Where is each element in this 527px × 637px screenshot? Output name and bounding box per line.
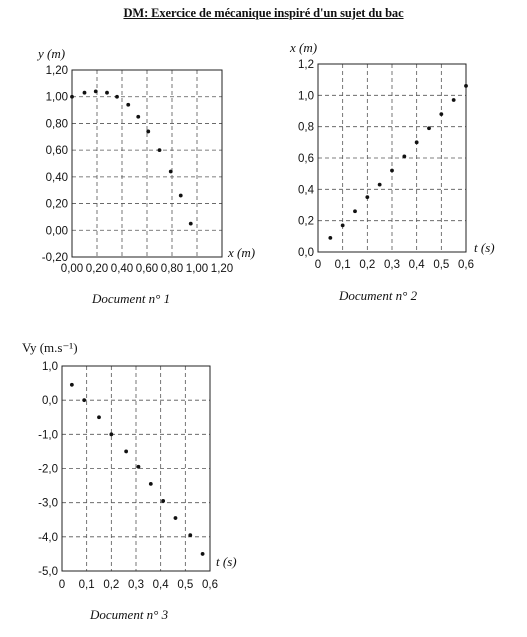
data-point	[82, 398, 86, 402]
x-tick-label: 0,6	[202, 579, 218, 591]
y-tick-label: 0,60	[45, 145, 68, 158]
page-title: DM: Exercice de mécanique inspiré d'un sujet du bac	[123, 6, 404, 20]
x-axis-label: x (m)	[228, 245, 256, 260]
x-tick-label: 0,00	[60, 263, 84, 275]
x-tick-label: 0,3	[384, 259, 400, 271]
y-tick-label: 0,0	[298, 247, 314, 259]
y-tick-label: 0,6	[298, 153, 314, 165]
data-point	[174, 516, 178, 520]
data-point	[97, 415, 101, 419]
data-point	[109, 432, 113, 436]
data-point	[137, 465, 141, 469]
y-tick-label: 0,0	[42, 395, 58, 408]
y-tick-label: -0,20	[41, 252, 68, 264]
x-tick-label: 0,20	[85, 263, 109, 275]
y-tick-label: 1,2	[298, 59, 314, 71]
x-tick-label: 0,4	[152, 579, 169, 591]
x-tick-label: 0	[314, 259, 322, 271]
y-tick-label: 1,00	[45, 91, 68, 104]
x-axis-label: t (s)	[216, 554, 237, 569]
y-axis-label: x (m)	[290, 40, 318, 55]
y-tick-label: -4,0	[38, 531, 58, 544]
caption-document-1: Document n° 1	[92, 291, 171, 306]
x-tick-label: 0,1	[334, 259, 351, 271]
caption-document-2: Document n° 2	[339, 288, 418, 303]
y-tick-label: -5,0	[38, 566, 58, 578]
y-tick-label: 0,20	[45, 198, 68, 211]
data-point	[70, 383, 74, 387]
y-tick-label: 0,8	[298, 121, 314, 134]
data-point	[149, 482, 153, 486]
data-point	[124, 450, 128, 454]
y-tick-label: 1,20	[45, 65, 68, 77]
x-tick-label: 0,5	[177, 579, 194, 591]
y-axis-label: y (m)	[38, 46, 66, 61]
x-axis-label: t (s)	[474, 240, 495, 255]
y-tick-label: 0,40	[45, 171, 68, 184]
y-tick-label: 1,0	[42, 361, 58, 373]
y-tick-label: 0,4	[298, 184, 314, 197]
y-tick-label: 1,0	[298, 90, 314, 103]
y-tick-label: 0,2	[298, 215, 314, 228]
x-tick-label: 0	[58, 579, 66, 591]
x-tick-label: 0,1	[78, 579, 95, 591]
x-tick-label: 0,2	[103, 579, 120, 591]
y-tick-label: -2,0	[38, 463, 58, 476]
y-axis-label: Vy (m.s⁻¹)	[22, 340, 78, 355]
x-tick-label: 0,6	[458, 259, 474, 271]
x-tick-label: 0,80	[160, 263, 184, 275]
data-point	[188, 533, 192, 537]
x-tick-label: 0,3	[128, 579, 144, 591]
x-tick-label: 1,20	[210, 263, 234, 275]
x-tick-label: 0,4	[408, 259, 425, 271]
data-point	[161, 499, 165, 503]
y-tick-label: 0,80	[45, 118, 68, 131]
data-point	[201, 552, 205, 556]
y-tick-label: -1,0	[38, 429, 58, 442]
x-tick-label: 0,60	[135, 263, 159, 275]
x-tick-label: 0,5	[433, 259, 450, 271]
x-tick-label: 0,40	[110, 263, 134, 275]
y-tick-label: 0,00	[45, 225, 68, 238]
x-tick-label: 1,00	[185, 263, 209, 275]
y-tick-label: -3,0	[38, 497, 58, 510]
x-tick-label: 0,2	[359, 259, 376, 271]
caption-document-3: Document n° 3	[90, 607, 169, 622]
